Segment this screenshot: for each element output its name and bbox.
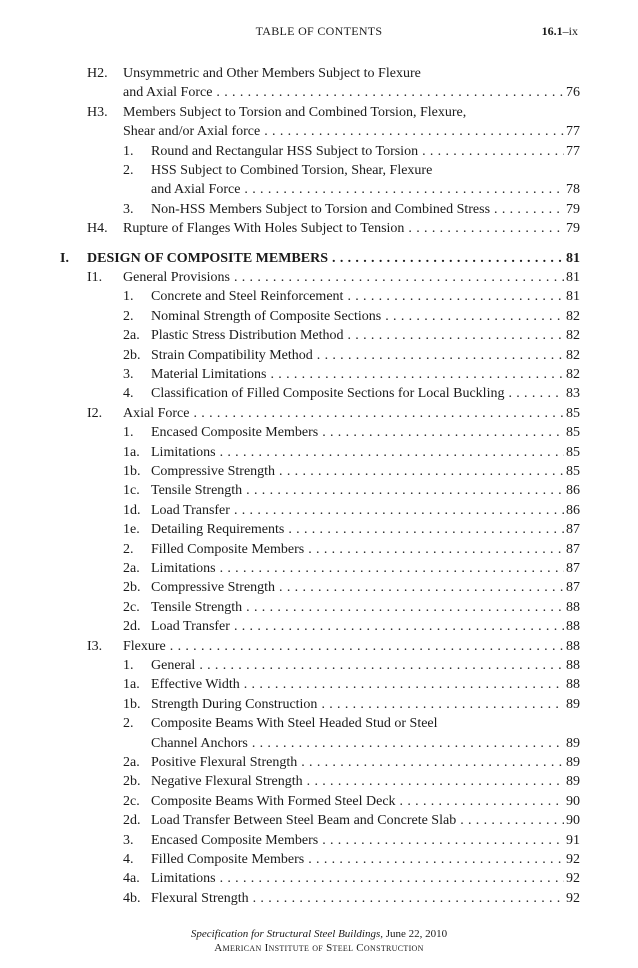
page-header xyxy=(0,24,638,44)
dot-leader xyxy=(279,578,564,597)
toc-item-number: 2b. xyxy=(123,580,141,596)
dot-leader xyxy=(308,850,564,869)
toc-page-number: 79 xyxy=(566,201,580,217)
toc-page-number: 92 xyxy=(566,871,580,887)
toc-item-title: Effective Width xyxy=(151,677,240,693)
toc-item-number: 1d. xyxy=(123,502,141,518)
toc-item-title: Composite Beams With Formed Steel Deck xyxy=(151,793,396,809)
toc-item-title: Load Transfer xyxy=(151,502,230,518)
toc-item-title: Positive Flexural Strength xyxy=(151,755,298,770)
toc-item-number: 2a. xyxy=(123,328,140,344)
toc-page-number: 86 xyxy=(566,483,580,499)
toc-row xyxy=(0,64,638,83)
toc-item-title: Strength During Construction xyxy=(151,696,318,712)
toc-item-number: 3. xyxy=(123,201,134,217)
dot-leader xyxy=(288,520,564,539)
toc-page-number: 85 xyxy=(566,405,580,421)
toc-item-title: Filled Composite Members xyxy=(151,541,305,557)
toc-item-title: Load Transfer xyxy=(151,619,230,635)
dot-leader xyxy=(460,811,564,830)
toc-row xyxy=(0,889,638,908)
dot-leader xyxy=(216,83,564,102)
dot-leader xyxy=(408,219,564,238)
dot-leader xyxy=(322,831,564,850)
toc-page-number: 88 xyxy=(566,638,580,654)
toc-row xyxy=(0,831,638,850)
toc-page-number: 77 xyxy=(566,124,580,140)
toc-page-number: 92 xyxy=(566,890,580,906)
toc-row xyxy=(0,346,638,365)
toc-item-number: 4. xyxy=(123,386,134,402)
toc-item-title: and Axial Force xyxy=(151,182,241,198)
toc-page-number: 76 xyxy=(566,85,580,101)
toc-row xyxy=(0,365,638,384)
toc-item-title: Nominal Strength of Composite Sections xyxy=(151,308,382,324)
toc-row xyxy=(0,540,638,559)
toc-row xyxy=(0,404,638,423)
toc-page-number: 88 xyxy=(566,599,580,615)
toc-page-number: 82 xyxy=(566,367,580,382)
dot-leader xyxy=(234,501,564,520)
toc-item-title: Tensile Strength xyxy=(151,483,243,499)
toc-page-number: 91 xyxy=(566,832,580,848)
toc-page-number: 79 xyxy=(566,221,580,237)
footer-publisher: American Institute of Steel Construction xyxy=(214,942,424,954)
dot-leader xyxy=(321,695,564,714)
toc-item-number: 1b. xyxy=(123,696,141,712)
dot-leader xyxy=(199,656,564,675)
toc-item-number: H2. xyxy=(87,66,108,81)
dot-leader xyxy=(317,346,564,365)
toc-item-title: Encased Composite Members xyxy=(151,832,319,848)
toc-item-title: Rupture of Flanges With Holes Subject to Tension xyxy=(123,221,405,237)
dot-leader xyxy=(246,598,564,617)
toc-page-number: 89 xyxy=(566,755,580,770)
toc-item-title: Composite Beams With Steel Headed Stud or Steel xyxy=(151,716,438,732)
dot-leader xyxy=(270,365,564,384)
toc-page-number: 81 xyxy=(566,270,580,285)
toc-item-number: I1. xyxy=(87,270,103,285)
toc-page-number: 88 xyxy=(566,619,580,635)
dot-leader xyxy=(400,792,564,811)
dot-leader xyxy=(252,734,564,753)
toc-page-number: 82 xyxy=(566,308,580,324)
toc-item-title: Load Transfer Between Steel Beam and Concrete Slab xyxy=(151,813,457,829)
toc-item-number: 4b. xyxy=(123,890,141,906)
toc-item-number: 2b. xyxy=(123,774,141,790)
toc-row xyxy=(0,559,638,578)
toc-page-number: 82 xyxy=(566,328,580,344)
header-page-rest: –ix xyxy=(562,24,578,38)
toc-page-number: 92 xyxy=(566,852,580,867)
toc-row xyxy=(0,734,638,753)
toc-row xyxy=(0,287,638,306)
toc-item-number: 2c. xyxy=(123,599,140,615)
toc-item-title: Shear and/or Axial force xyxy=(123,124,261,140)
toc-row xyxy=(0,219,638,238)
toc-item-title: Encased Composite Members xyxy=(151,425,319,441)
toc-item-number: 1b. xyxy=(123,464,141,479)
toc-row xyxy=(0,714,638,733)
toc-row xyxy=(0,268,638,287)
toc-item-title: Limitations xyxy=(151,871,216,887)
toc-item-number: 2d. xyxy=(123,813,141,829)
toc-item-title: Plastic Stress Distribution Method xyxy=(151,328,344,344)
toc-row xyxy=(0,83,638,102)
toc-item-number: 2c. xyxy=(123,793,140,809)
toc-row xyxy=(0,520,638,539)
toc-row xyxy=(0,462,638,481)
toc-item-number: 2. xyxy=(123,541,134,557)
toc-page-number: 89 xyxy=(566,735,580,751)
toc-item-number: H4. xyxy=(87,221,108,237)
toc-item-title: Flexural Strength xyxy=(151,890,249,906)
toc-item-number: 2d. xyxy=(123,619,141,635)
toc-row xyxy=(0,656,638,675)
toc-row xyxy=(0,695,638,714)
dot-leader xyxy=(308,540,564,559)
toc-item-title: HSS Subject to Combined Torsion, Shear, Flexure xyxy=(151,163,433,178)
toc-item-title: General Provisions xyxy=(123,270,230,285)
toc-row xyxy=(0,122,638,141)
dot-leader xyxy=(347,287,564,306)
dot-leader xyxy=(307,772,564,791)
dot-leader xyxy=(193,404,564,423)
toc-item-number: 3. xyxy=(123,367,134,382)
toc-page-number: 87 xyxy=(566,541,580,557)
toc-item-number: I3. xyxy=(87,638,103,654)
dot-leader xyxy=(279,462,564,481)
dot-leader xyxy=(385,307,564,326)
toc-item-number: I2. xyxy=(87,405,103,421)
dot-leader xyxy=(234,617,564,636)
toc-page-number: 81 xyxy=(566,250,580,266)
toc-page-number: 82 xyxy=(566,347,580,363)
toc-item-title: and Axial Force xyxy=(123,85,213,101)
dot-leader xyxy=(220,443,564,462)
toc-item-number: 1a. xyxy=(123,444,140,460)
toc-item-title: Limitations xyxy=(151,444,216,460)
toc-row xyxy=(0,249,638,268)
toc-row xyxy=(0,772,638,791)
toc-page-number: 89 xyxy=(566,774,580,790)
toc-item-title: Axial Force xyxy=(123,405,190,421)
toc-row xyxy=(0,675,638,694)
toc-item-title: Compressive Strength xyxy=(151,580,276,596)
toc-item-number: 1c. xyxy=(123,483,140,499)
dot-leader xyxy=(508,384,564,403)
toc-row xyxy=(0,578,638,597)
toc-page-number: 85 xyxy=(566,425,580,441)
toc-row xyxy=(0,869,638,888)
toc-item-title: Classification of Filled Composite Sections for Local Buckling xyxy=(151,386,505,402)
toc-item-number: 2a. xyxy=(123,755,140,770)
toc-item-number: 1a. xyxy=(123,677,140,693)
toc-page-number: 85 xyxy=(566,464,580,479)
dot-leader xyxy=(322,423,564,442)
toc-page-number: 87 xyxy=(566,522,580,538)
toc-row xyxy=(0,481,638,500)
footer-citation xyxy=(0,927,638,941)
toc-item-number: 2. xyxy=(123,308,134,324)
toc-item-title: Material Limitations xyxy=(151,367,267,382)
toc-item-number: 1. xyxy=(123,425,134,441)
toc-item-title: General xyxy=(151,658,196,673)
dot-leader xyxy=(332,249,564,268)
toc-row xyxy=(0,637,638,656)
header-title: TABLE OF CONTENTS xyxy=(255,24,383,38)
toc-item-title: Members Subject to Torsion and Combined Torsion, Flexure, xyxy=(123,104,467,120)
toc-row xyxy=(0,753,638,772)
header-page-number xyxy=(542,24,578,39)
toc-item-title: Concrete and Steel Reinforcement xyxy=(151,289,344,305)
toc-item-number: 4. xyxy=(123,852,134,867)
toc-item-title: DESIGN OF COMPOSITE MEMBERS xyxy=(87,250,329,266)
toc-row xyxy=(0,180,638,199)
toc-item-title: Tensile Strength xyxy=(151,599,243,615)
dot-leader xyxy=(422,142,564,161)
footer-date: June 22, 2010 xyxy=(383,928,448,940)
toc-row xyxy=(0,423,638,442)
toc-page-number: 88 xyxy=(566,658,580,673)
toc-row xyxy=(0,307,638,326)
toc-item-number: 2a. xyxy=(123,561,140,576)
toc-row xyxy=(0,200,638,219)
toc-row xyxy=(0,142,638,161)
toc-item-title: Flexure xyxy=(123,638,166,654)
toc-item-title: Filled Composite Members xyxy=(151,852,305,867)
toc-row xyxy=(0,617,638,636)
toc-row xyxy=(0,326,638,345)
toc-page-number: 87 xyxy=(566,561,580,576)
toc-item-title: Round and Rectangular HSS Subject to Torsion xyxy=(151,143,419,159)
toc-page-number: 86 xyxy=(566,502,580,518)
toc-item-number: 3. xyxy=(123,832,134,848)
toc-item-title: Channel Anchors xyxy=(151,735,248,751)
toc-page-number: 78 xyxy=(566,182,580,198)
toc-row xyxy=(0,792,638,811)
toc-item-number: 2. xyxy=(123,163,134,178)
dot-leader xyxy=(244,180,564,199)
dot-leader xyxy=(220,559,564,578)
toc-item-title: Strain Compatibility Method xyxy=(151,347,313,363)
dot-leader xyxy=(301,753,564,772)
page-footer xyxy=(0,927,638,955)
toc-row xyxy=(0,443,638,462)
toc-page-number: 83 xyxy=(566,386,580,402)
toc-item-number: 1. xyxy=(123,289,134,305)
dot-leader xyxy=(170,637,564,656)
dot-leader xyxy=(234,268,564,287)
toc-row xyxy=(0,598,638,617)
toc-page-number: 77 xyxy=(566,143,580,159)
toc-item-number: 2b. xyxy=(123,347,141,363)
toc-page-number: 88 xyxy=(566,677,580,693)
toc-item-title: Detailing Requirements xyxy=(151,522,285,538)
toc-page-number: 81 xyxy=(566,289,580,305)
dot-leader xyxy=(253,889,564,908)
dot-leader xyxy=(348,326,565,345)
toc-item-number: 1. xyxy=(123,143,134,159)
toc-item-title: Non-HSS Members Subject to Torsion and Combined Stress xyxy=(151,201,491,217)
dot-leader xyxy=(220,869,564,888)
footer-spec-title: Specification for Structural Steel Buildings, xyxy=(190,928,383,940)
toc-page-number: 85 xyxy=(566,444,580,460)
toc-page-number: 89 xyxy=(566,696,580,712)
dot-leader xyxy=(264,122,564,141)
toc-item-number: I. xyxy=(60,250,69,266)
toc-item-number: H3. xyxy=(87,104,108,120)
dot-leader xyxy=(244,675,564,694)
toc-row xyxy=(0,811,638,830)
toc-row xyxy=(0,384,638,403)
toc-page-number: 90 xyxy=(566,813,580,829)
dot-leader xyxy=(494,200,564,219)
toc-row xyxy=(0,103,638,122)
toc-item-number: 1e. xyxy=(123,522,140,538)
toc-item-number: 4a. xyxy=(123,871,140,887)
toc-page-number: 87 xyxy=(566,580,580,596)
toc-row xyxy=(0,161,638,180)
toc-item-number: 2. xyxy=(123,716,134,732)
dot-leader xyxy=(246,481,564,500)
toc-page-number: 90 xyxy=(566,793,580,809)
toc-row xyxy=(0,850,638,869)
toc-item-title: Compressive Strength xyxy=(151,464,276,479)
toc-item-title: Limitations xyxy=(151,561,216,576)
toc-row xyxy=(0,501,638,520)
header-page-bold: 16.1 xyxy=(541,24,563,38)
toc-item-title: Unsymmetric and Other Members Subject to Flexure xyxy=(123,66,421,81)
toc-item-title: Negative Flexural Strength xyxy=(151,774,303,790)
toc-item-number: 1. xyxy=(123,658,134,673)
